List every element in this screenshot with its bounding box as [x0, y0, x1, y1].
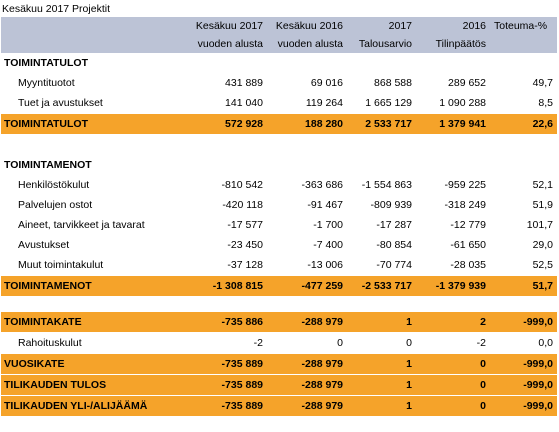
cell-value: 868 588	[374, 77, 412, 89]
cell-value: 0	[406, 337, 412, 349]
cell-value: -477 259	[267, 276, 347, 297]
row-label: VUOSIKATE	[1, 354, 189, 375]
row-label: TILIKAUDEN YLI-/ALIJÄÄMÄ	[1, 396, 189, 417]
table-row	[1, 175, 557, 195]
cell-value: 431 889	[225, 77, 263, 89]
cell-value: -735 886	[189, 312, 267, 333]
cell-value: 52,1	[532, 179, 553, 191]
cell-value: 1	[347, 354, 416, 375]
cell-value: -999,0	[490, 396, 557, 417]
table-row	[1, 235, 557, 255]
cell-value: 2 533 717	[347, 114, 416, 135]
row-label: TOIMINTAMENOT	[1, 276, 189, 297]
row-label: TILIKAUDEN TULOS	[1, 375, 189, 396]
cell-value: -91 467	[307, 199, 343, 211]
row-label: Myyntituotot	[18, 77, 75, 89]
cell-value: -809 939	[370, 199, 412, 211]
row-label: TOIMINTAKATE	[1, 312, 189, 333]
budget-table	[1, 17, 557, 417]
cell-value: -363 686	[301, 179, 343, 191]
row-label: Avustukset	[18, 239, 70, 251]
cell-value: 1	[347, 312, 416, 333]
cell-value: -17 577	[227, 219, 263, 231]
cell-value: -1 379 939	[416, 276, 490, 297]
cell-value: 101,7	[526, 219, 553, 231]
section-title: TOIMINTATULOT	[4, 57, 88, 69]
cell-value: 52,5	[532, 259, 553, 271]
cell-value: -61 650	[450, 239, 486, 251]
cell-value: 22,6	[490, 114, 557, 135]
cell-value: -288 979	[267, 312, 347, 333]
cell-value: 0	[416, 375, 490, 396]
header-cell: Toteuma-%	[490, 17, 557, 36]
total-row-expenses	[1, 276, 557, 297]
table-row	[1, 255, 557, 276]
header-cell	[1, 36, 189, 53]
table-row	[1, 195, 557, 215]
cell-value: -70 774	[376, 259, 412, 271]
header-row-1	[1, 17, 557, 36]
cell-value: 1	[347, 396, 416, 417]
table-row	[1, 333, 557, 354]
cell-value: -2	[476, 337, 486, 349]
cell-value: -810 542	[221, 179, 263, 191]
cell-value: -7 400	[313, 239, 343, 251]
cell-value: 2	[416, 312, 490, 333]
header-cell	[490, 36, 557, 53]
cell-value: 1 090 288	[439, 97, 486, 109]
row-label: Rahoituskulut	[18, 337, 82, 349]
section-heading-expenses	[1, 155, 557, 175]
cell-value: -959 225	[444, 179, 486, 191]
cell-value: -1 308 815	[189, 276, 267, 297]
table-row	[1, 73, 557, 93]
table-row	[1, 93, 557, 114]
cell-value: -17 287	[376, 219, 412, 231]
cell-value: 69 016	[310, 77, 343, 89]
cell-value: 1 379 941	[416, 114, 490, 135]
row-label: Aineet, tarvikkeet ja tavarat	[18, 219, 145, 231]
cell-value: -2	[253, 337, 263, 349]
row-label: Muut toimintakulut	[18, 259, 104, 271]
spacer-row	[1, 135, 557, 156]
cell-value: -999,0	[490, 312, 557, 333]
cell-value: -28 035	[450, 259, 486, 271]
header-cell: Kesäkuu 2017	[189, 17, 267, 36]
cell-value: 289 652	[448, 77, 486, 89]
total-row-income	[1, 114, 557, 135]
section-title: TOIMINTAMENOT	[4, 159, 92, 171]
cell-value: 8,5	[538, 97, 553, 109]
cell-value: 1 665 129	[365, 97, 412, 109]
cell-value: -80 854	[376, 239, 412, 251]
cell-value: 51,9	[532, 199, 553, 211]
cell-value: 29,0	[532, 239, 553, 251]
header-cell	[1, 17, 189, 36]
total-row-result	[1, 375, 557, 396]
header-cell: vuoden alusta	[267, 36, 347, 53]
cell-value: -1 700	[313, 219, 343, 231]
header-cell: Tilinpäätös	[416, 36, 490, 53]
cell-value: -735 889	[189, 375, 267, 396]
header-cell: Kesäkuu 2016	[267, 17, 347, 36]
cell-value: 0	[337, 337, 343, 349]
cell-value: 1	[347, 375, 416, 396]
cell-value: 119 264	[305, 97, 343, 109]
cell-value: -37 128	[227, 259, 263, 271]
cell-value: -735 889	[189, 354, 267, 375]
cell-value: -2 533 717	[347, 276, 416, 297]
cell-value: 49,7	[532, 77, 553, 89]
table-row	[1, 215, 557, 235]
cell-value: 0,0	[538, 337, 553, 349]
header-cell: 2017	[347, 17, 416, 36]
cell-value: 0	[416, 396, 490, 417]
cell-value: -999,0	[490, 354, 557, 375]
cell-value: -13 006	[307, 259, 343, 271]
cell-value: -735 889	[189, 396, 267, 417]
header-row-2	[1, 36, 557, 53]
row-label: Henkilöstökulut	[18, 179, 90, 191]
cell-value: 141 040	[225, 97, 263, 109]
cell-value: -23 450	[227, 239, 263, 251]
header-cell: 2016	[416, 17, 490, 36]
cell-value: 0	[416, 354, 490, 375]
cell-value: -999,0	[490, 375, 557, 396]
cell-value: -12 779	[450, 219, 486, 231]
cell-value: -318 249	[444, 199, 486, 211]
cell-value: 572 928	[189, 114, 267, 135]
header-cell: Talousarvio	[347, 36, 416, 53]
cell-value: 51,7	[490, 276, 557, 297]
cell-value: -1 554 863	[361, 179, 412, 191]
cell-value: -288 979	[267, 354, 347, 375]
report-title: Kesäkuu 2017 Projektit	[2, 3, 110, 15]
row-label: Palvelujen ostot	[18, 199, 93, 211]
row-label: Tuet ja avustukset	[18, 97, 103, 109]
header-cell: vuoden alusta	[189, 36, 267, 53]
total-row-annual-margin	[1, 354, 557, 375]
total-row-surplus-deficit	[1, 396, 557, 417]
cell-value: -420 118	[222, 199, 263, 211]
cell-value: 188 280	[267, 114, 347, 135]
total-row-margin	[1, 312, 557, 333]
section-heading-income	[1, 53, 557, 73]
spacer-row	[1, 297, 557, 312]
cell-value: -288 979	[267, 375, 347, 396]
row-label: TOIMINTATULOT	[1, 114, 189, 135]
cell-value: -288 979	[267, 396, 347, 417]
